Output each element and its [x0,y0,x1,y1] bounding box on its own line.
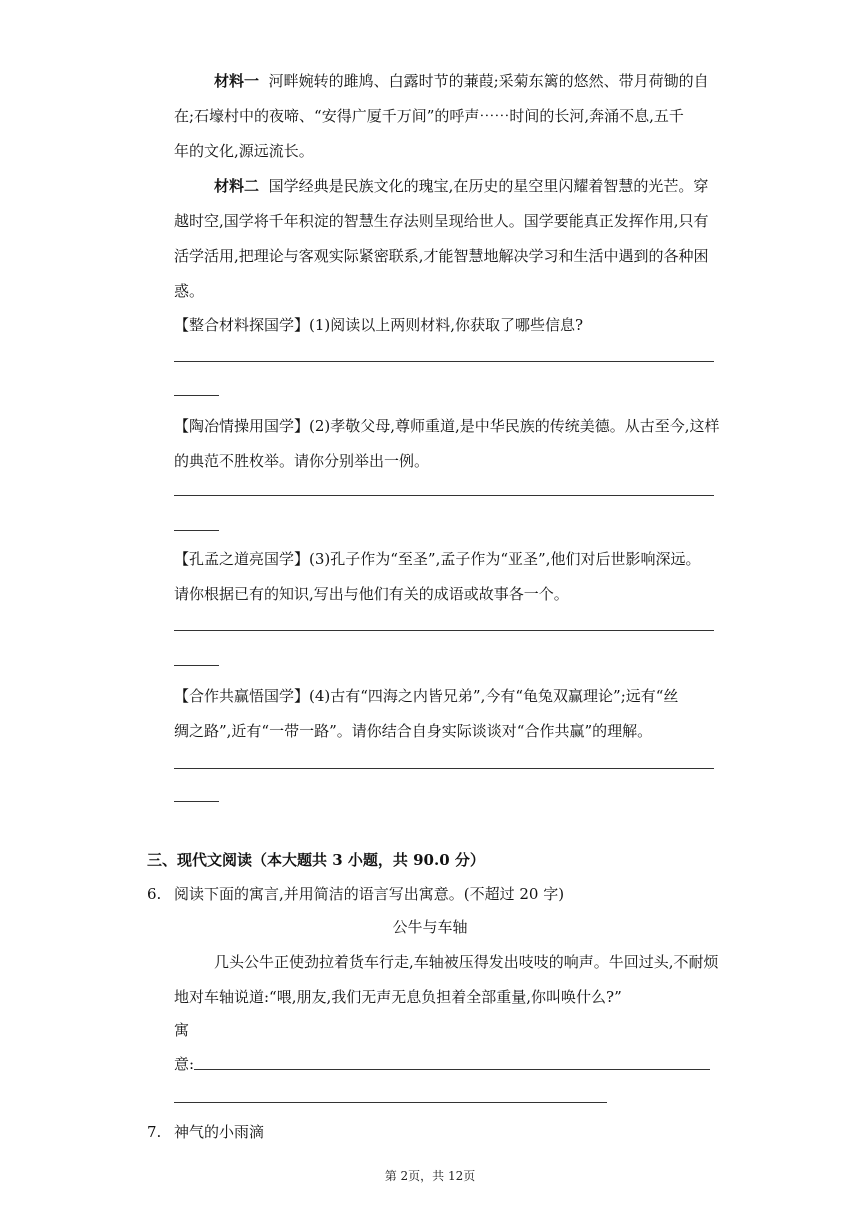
question-2-line-2: 的典范不胜枚举。请你分别举出一例。 [174,452,430,470]
page-footer: 第 2页，共 12页 [384,1169,476,1183]
question-4-line-2: 绸之路”,近有“一带一路”。请你结合自身实际谈谈对“合作共赢”的理解。 [174,722,653,740]
answer-line-q2-short[interactable] [174,530,219,531]
question-3-line-2: 请你根据已有的知识,写出与他们有关的成语或故事各一个。 [174,585,569,603]
answer-line-q1-long[interactable] [174,361,714,362]
material1-line-2: 在;石壕村中的夜啼、“安得广厦千万间”的呼声⋯⋯时间的长河,奔涌不息,五千 [174,107,684,125]
answer-line-q3-short[interactable] [174,665,219,666]
material1-label: 材料一 [214,72,260,90]
fable-line-1: 几头公牛正使劲拉着货车行走,车轴被压得发出吱吱的响声。牛回过头,不耐烦 [214,953,719,971]
material2-text-1: 国学经典是民族文化的瑰宝,在历史的星空里闪耀着智慧的光芒。穿 [268,177,709,195]
answer-line-q4-long[interactable] [174,768,714,769]
answer-label-1: 寓 [174,1021,190,1039]
answer-line-q6-2[interactable] [174,1102,607,1103]
answer-line-q6-1[interactable] [194,1069,710,1070]
question-7-number: 7. [147,1123,162,1141]
material2-line-2: 越时空,国学将千年积淀的智慧生存法则呈现给世人。国学要能真正发挥作用,只有 [174,212,709,230]
answer-line-q2-long[interactable] [174,495,714,496]
material1-text-1: 河畔婉转的雎鸠、白露时节的蒹葭;采菊东篱的悠然、带月荷锄的自 [268,72,709,90]
material2-line-1 [214,176,708,196]
question-7-title: 神气的小雨滴 [174,1123,265,1141]
fable-line-2: 地对车轴说道:“喂,朋友,我们无声无息负担着全部重量,你叫唤什么?” [174,988,622,1006]
question-6-number: 6. [147,885,162,903]
question-3-line-1: 【孔孟之道亮国学】(3)孔子作为“至圣”,孟子作为“亚圣”,他们对后世影响深远。 [174,550,701,568]
material1-line-3: 年的文化,源远流长。 [174,142,314,160]
material2-label: 材料二 [214,177,260,195]
material2-line-3: 活学活用,把理论与客观实际紧密联系,才能智慧地解决学习和生活中遇到的各种困 [174,247,709,265]
question-1: 【整合材料探国学】(1)阅读以上两则材料,你获取了哪些信息? [174,316,584,334]
question-4-line-1: 【合作共赢悟国学】(4)古有“四海之内皆兄弟”,今有“龟兔双赢理论”;远有“丝 [174,687,679,705]
material1-line-1 [214,71,709,91]
answer-line-q3-long[interactable] [174,630,714,631]
material2-line-4: 惑。 [174,282,205,300]
answer-line-q4-short[interactable] [174,801,219,802]
question-6-prompt: 阅读下面的寓言,并用简洁的语言写出寓意。(不超过 20 字) [174,885,565,903]
fable-title: 公牛与车轴 [392,918,468,936]
question-2-line-1: 【陶冶情操用国学】(2)孝敬父母,尊师重道,是中华民族的传统美德。从古至今,这样 [174,417,720,435]
answer-label-2: 意: [174,1055,195,1073]
answer-line-q1-short[interactable] [174,395,219,396]
section-3-heading: 三、现代文阅读（本大题共 3 小题，共 90.0 分） [147,851,485,869]
